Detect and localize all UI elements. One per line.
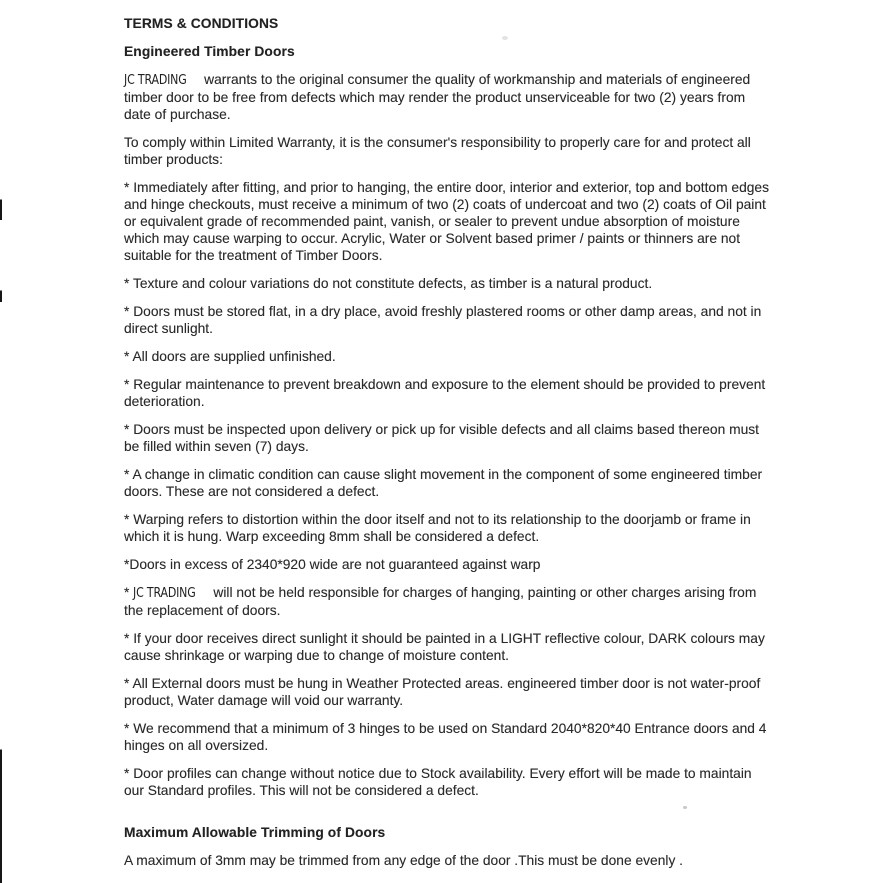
bullet-inspection-on-delivery: * Doors must be inspected upon delivery or pick up for visible defects and all claims based thereon must be filled within seven (7) days. [124, 422, 759, 454]
paragraph-text: will not be held responsible for charges of hanging, painting or other charges arising from the replacement of doors. [124, 585, 757, 618]
brand-name: JC TRADING [124, 73, 187, 88]
bullet-texture-variations: * Texture and colour variations do not constitute defects, as timber is a natural product. [124, 276, 653, 291]
scan-edge-artifact [0, 0, 2, 883]
section-heading-maximum-trimming: Maximum Allowable Trimming of Doors [124, 825, 386, 840]
paragraph-warranty-intro [124, 71, 769, 123]
bullet-weather-protection: * All External doors must be hung in Weather Protected areas. engineered timber door is not water-proof product, Water damage will void our warranty. [124, 676, 761, 708]
section-heading-engineered-timber-doors: Engineered Timber Doors [124, 44, 295, 59]
paragraph-text: warrants to the original consumer the quality of workmanship and materials of engineered timber door to be free from defects which may render the product unserviceable for two (2) years from date of purchase. [124, 72, 751, 122]
bullet-storage: * Doors must be stored flat, in a dry place, avoid freshly plastered rooms or other damp areas, and not in direct sunlight. [124, 304, 762, 336]
bullet-supplied-unfinished: * All doors are supplied unfinished. [124, 349, 336, 364]
bullet-climatic-movement: * A change in climatic condition can cause slight movement in the component of some engineered timber doors. These are not considered a defect. [124, 467, 763, 499]
terms-and-conditions-document [124, 15, 769, 880]
scan-speck [683, 806, 687, 809]
page-title: TERMS & CONDITIONS [124, 16, 279, 31]
bullet-warping-definition: * Warping refers to distortion within the door itself and not to its relationship to the doorjamb or frame in which it is hung. Warp exceeding 8mm shall be considered a defect. [124, 512, 751, 544]
bullet-prefix: * [124, 585, 134, 600]
bullet-painting-requirements: * Immediately after fitting, and prior to hanging, the entire door, interior and exterior, top and bottom edges and hinge checkouts, must receive a minimum of two (2) coats of undercoat and two (2) coats of Oil paint or equivalent grade of recommended paint, vanish, or sealer to prevent undue absorption of moisture which may cause warping to occur. Acrylic, Water or Solvent based primer / paints or thinners are not suitable for the treatment of Timber Doors. [124, 180, 770, 263]
bullet-regular-maintenance: * Regular maintenance to prevent breakdown and exposure to the element should be provided to prevent deterioration. [124, 377, 766, 409]
scan-speck [502, 36, 508, 40]
brand-name: JC TRADING [133, 586, 196, 601]
paragraph-trimming-limit: A maximum of 3mm may be trimmed from any edge of the door .This must be done evenly . [124, 853, 684, 868]
bullet-hinge-recommendation: * We recommend that a minimum of 3 hinges to be used on Standard 2040*820*40 Entrance doors and 4 hinges on all oversized. [124, 721, 767, 753]
bullet-replacement-charges [124, 584, 769, 619]
bullet-profile-changes: * Door profiles can change without notice due to Stock availability. Every effort will be made to maintain our Standard profiles. This will not be considered a defect. [124, 766, 752, 798]
bullet-oversize-warp-exclusion: *Doors in excess of 2340*920 wide are not guaranteed against warp [124, 557, 541, 572]
paragraph-care-responsibility: To comply within Limited Warranty, it is the consumer's responsibility to properly care for and protect all timber products: [124, 135, 751, 167]
bullet-sunlight-colour: * If your door receives direct sunlight it should be painted in a LIGHT reflective colour, DARK colours may cause shrinkage or warping due to change of moisture content. [124, 631, 765, 663]
